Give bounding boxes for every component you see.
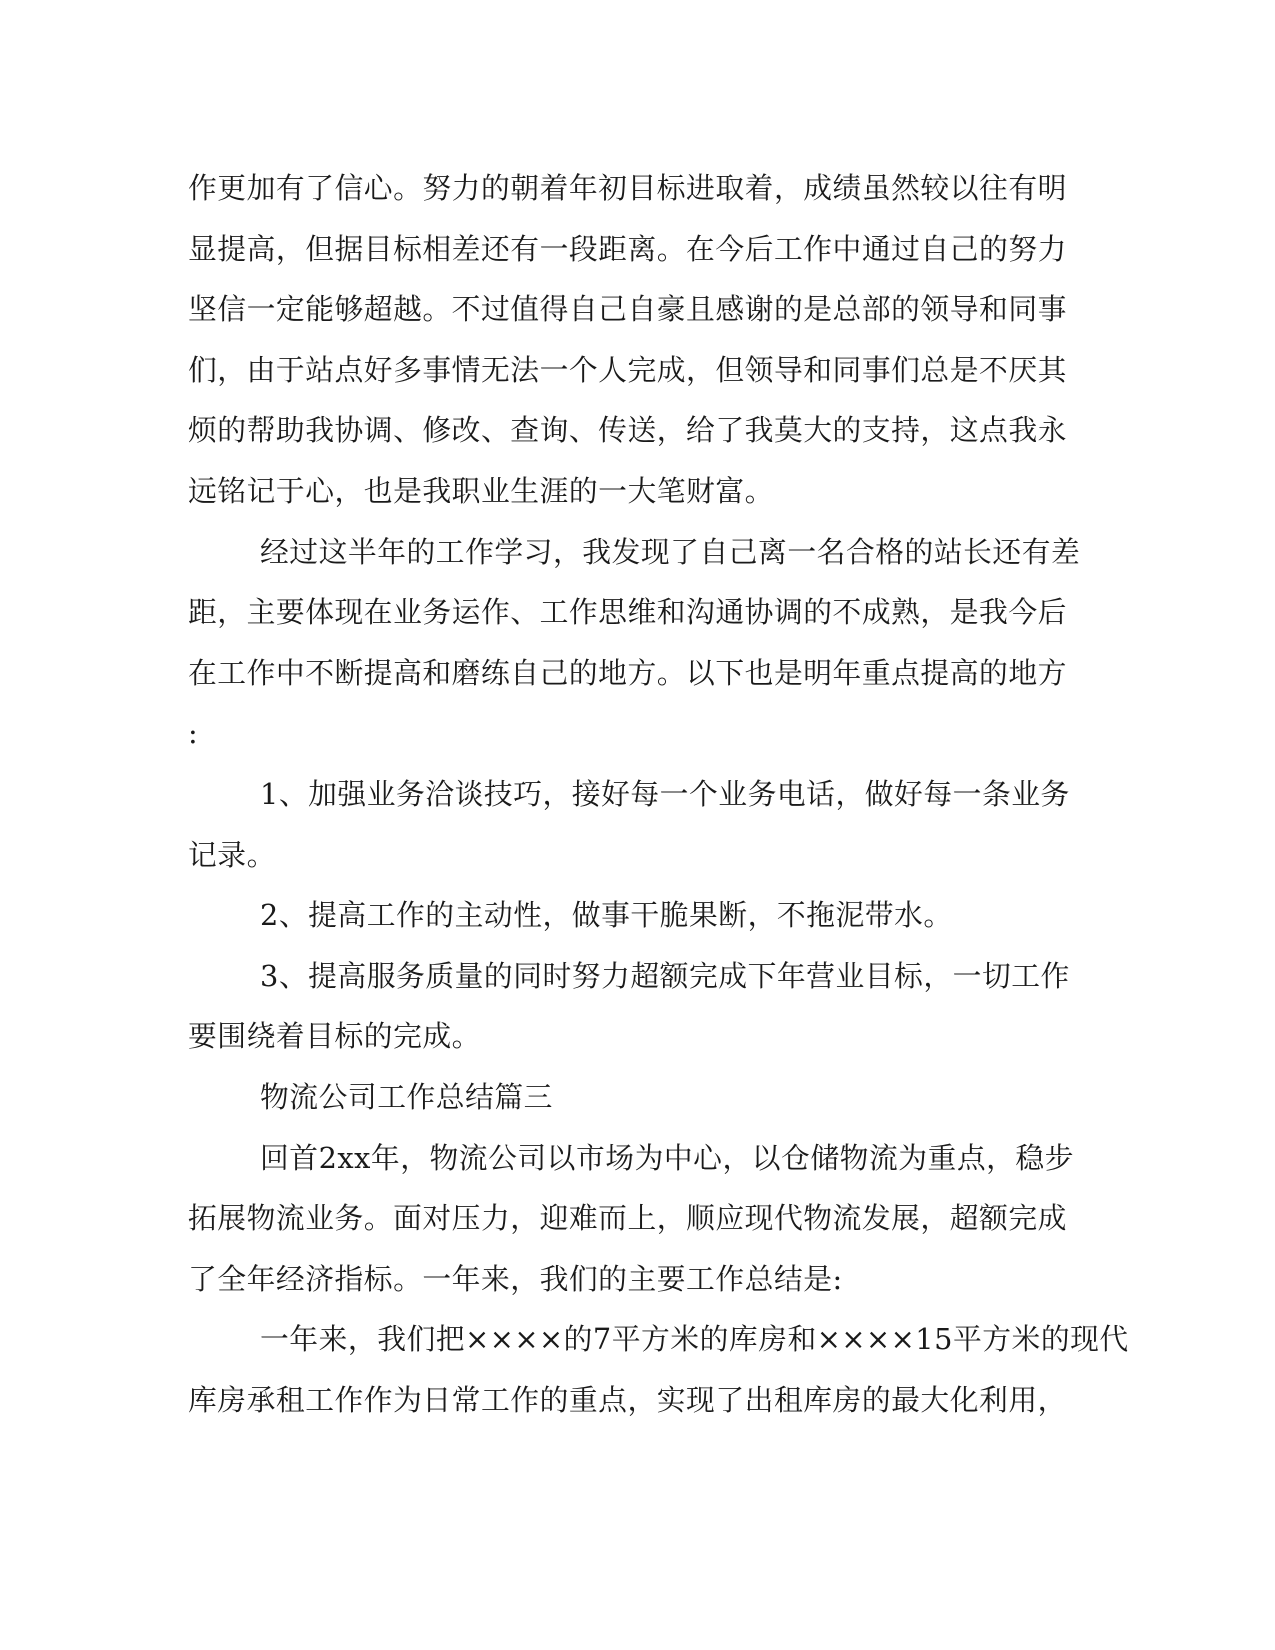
text-line: 距，主要体现在业务运作、工作思维和沟通协调的不成熟，是我今后 xyxy=(188,595,1067,630)
text-line: 远铭记于心，也是我职业生涯的一大笔财富。 xyxy=(188,473,774,508)
paragraph-start-line: 一年来，我们把××××的7平方米的库房和××××15平方米的现代 xyxy=(260,1322,1129,1357)
section-heading: 物流公司工作总结篇三 xyxy=(260,1079,553,1114)
text-line: 记录。 xyxy=(188,837,276,872)
paragraph-start-line: 回首2xx年，物流公司以市场为中心，以仓储物流为重点，稳步 xyxy=(260,1140,1075,1175)
text-line: 拓展物流业务。面对压力，迎难而上，顺应现代物流发展，超额完成 xyxy=(188,1201,1067,1236)
list-item-2: 2、提高工作的主动性，做事干脆果断，不拖泥带水。 xyxy=(260,898,953,933)
text-line: 坚信一定能够超越。不过值得自己自豪且感谢的是总部的领导和同事 xyxy=(188,292,1067,327)
text-line: 在工作中不断提高和磨练自己的地方。以下也是明年重点提高的地方 xyxy=(188,655,1067,690)
text-line: 库房承租工作作为日常工作的重点，实现了出租库房的最大化利用， xyxy=(188,1382,1067,1417)
paragraph-start-line: 经过这半年的工作学习，我发现了自己离一名合格的站长还有差 xyxy=(260,534,1081,569)
text-line: 显提高，但据目标相差还有一段距离。在今后工作中通过自己的努力 xyxy=(188,231,1067,266)
text-line: 们，由于站点好多事情无法一个人完成，但领导和同事们总是不厌其 xyxy=(188,352,1067,387)
document-body xyxy=(188,158,1129,1430)
text-line: 作更加有了信心。努力的朝着年初目标进取着，成绩虽然较以往有明 xyxy=(188,171,1067,205)
text-line: : xyxy=(188,716,199,751)
list-item-3: 3、提高服务质量的同时努力超额完成下年营业目标，一切工作 xyxy=(260,958,1070,993)
text-line: 要围绕着目标的完成。 xyxy=(188,1019,481,1054)
text-line: 烦的帮助我协调、修改、查询、传送，给了我莫大的支持，这点我永 xyxy=(188,413,1067,448)
list-item-1: 1、加强业务洽谈技巧，接好每一个业务电话，做好每一条业务 xyxy=(260,776,1070,811)
text-line: 了全年经济指标。一年来，我们的主要工作总结是: xyxy=(188,1261,843,1296)
